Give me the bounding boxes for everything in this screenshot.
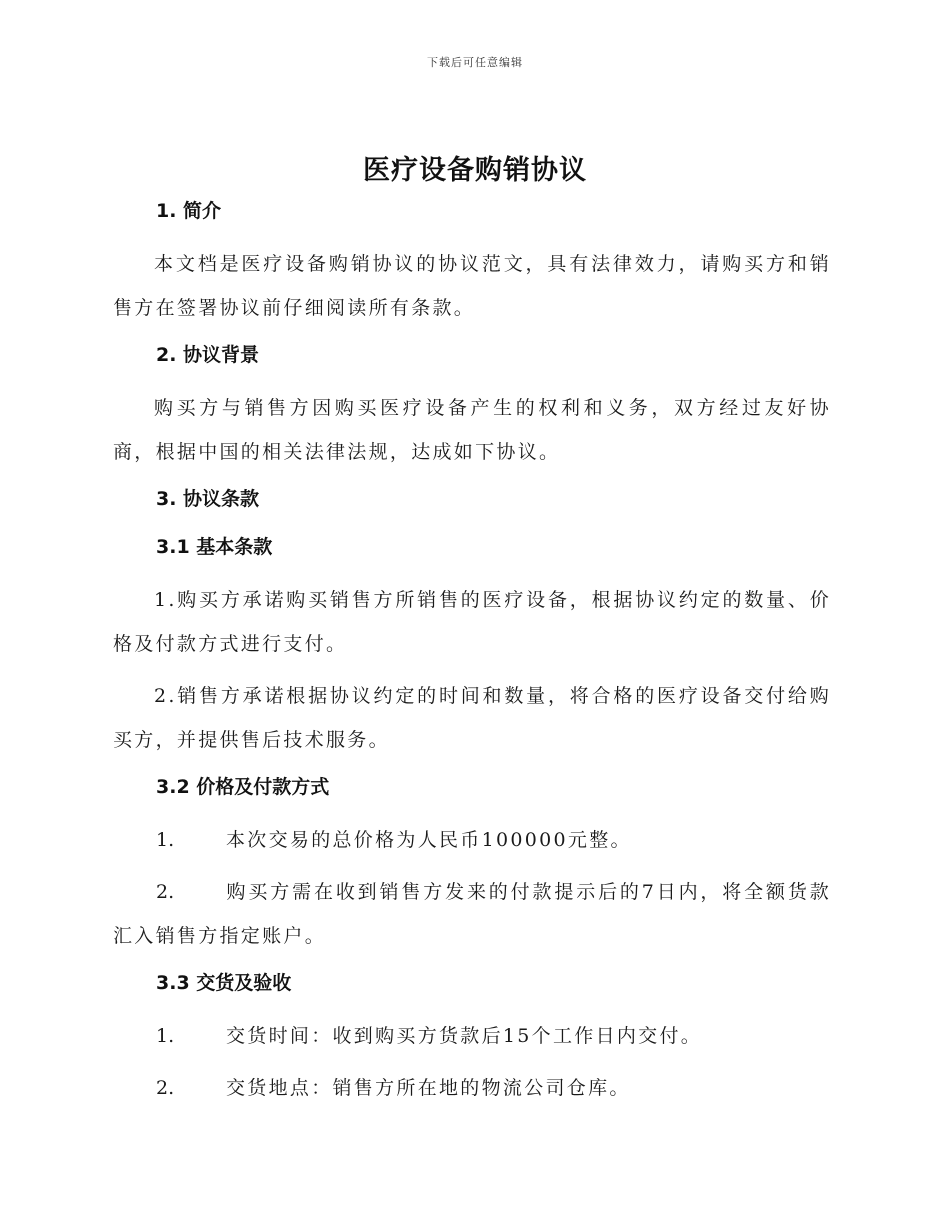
list-item-text: 交货地点：销售方所在地的物流公司仓库。 [226, 1077, 631, 1099]
paragraph-basic-term-1: 1.购买方承诺购买销售方所销售的医疗设备，根据协议约定的数量、价格及付款方式进行支付。 [113, 589, 831, 655]
subsection-heading-price-payment: 3.2 价格及付款方式 [156, 776, 330, 798]
section-heading-background: 2. 协议背景 [156, 344, 260, 366]
list-item-number: 1. [156, 1025, 175, 1047]
list-item [113, 1014, 831, 1058]
list-item-number: 1. [156, 829, 175, 851]
header-note: 下载后可任意编辑 [427, 56, 523, 69]
section-heading-intro: 1. 简介 [156, 200, 222, 222]
document-body [113, 194, 831, 1118]
list-item [113, 1066, 831, 1110]
list-item-text: 交货时间：收到购买方货款后15个工作日内交付。 [226, 1025, 703, 1047]
list-item [113, 870, 831, 958]
list-item-text: 本次交易的总价格为人民币100000元整。 [226, 829, 632, 851]
list-item-number: 2. [156, 881, 175, 903]
paragraph-intro: 本文档是医疗设备购销协议的协议范文，具有法律效力，请购买方和销售方在签署协议前仔细阅读所有条款。 [113, 253, 831, 319]
list-item-number: 2. [156, 1077, 175, 1099]
document-title: 医疗设备购销协议 [363, 155, 587, 186]
list-item-text: 购买方需在收到销售方发来的付款提示后的7日内，将全额货款汇入销售方指定账户。 [113, 881, 831, 947]
paragraph-basic-term-2: 2.销售方承诺根据协议约定的时间和数量，将合格的医疗设备交付给购买方，并提供售后技术服务。 [113, 685, 831, 751]
subsection-heading-basic-terms: 3.1 基本条款 [156, 536, 273, 558]
list-item [113, 818, 831, 862]
section-heading-terms: 3. 协议条款 [156, 488, 260, 510]
paragraph-background: 购买方与销售方因购买医疗设备产生的权利和义务，双方经过友好协商，根据中国的相关法律法规，达成如下协议。 [113, 397, 831, 463]
subsection-heading-delivery: 3.3 交货及验收 [156, 972, 292, 994]
